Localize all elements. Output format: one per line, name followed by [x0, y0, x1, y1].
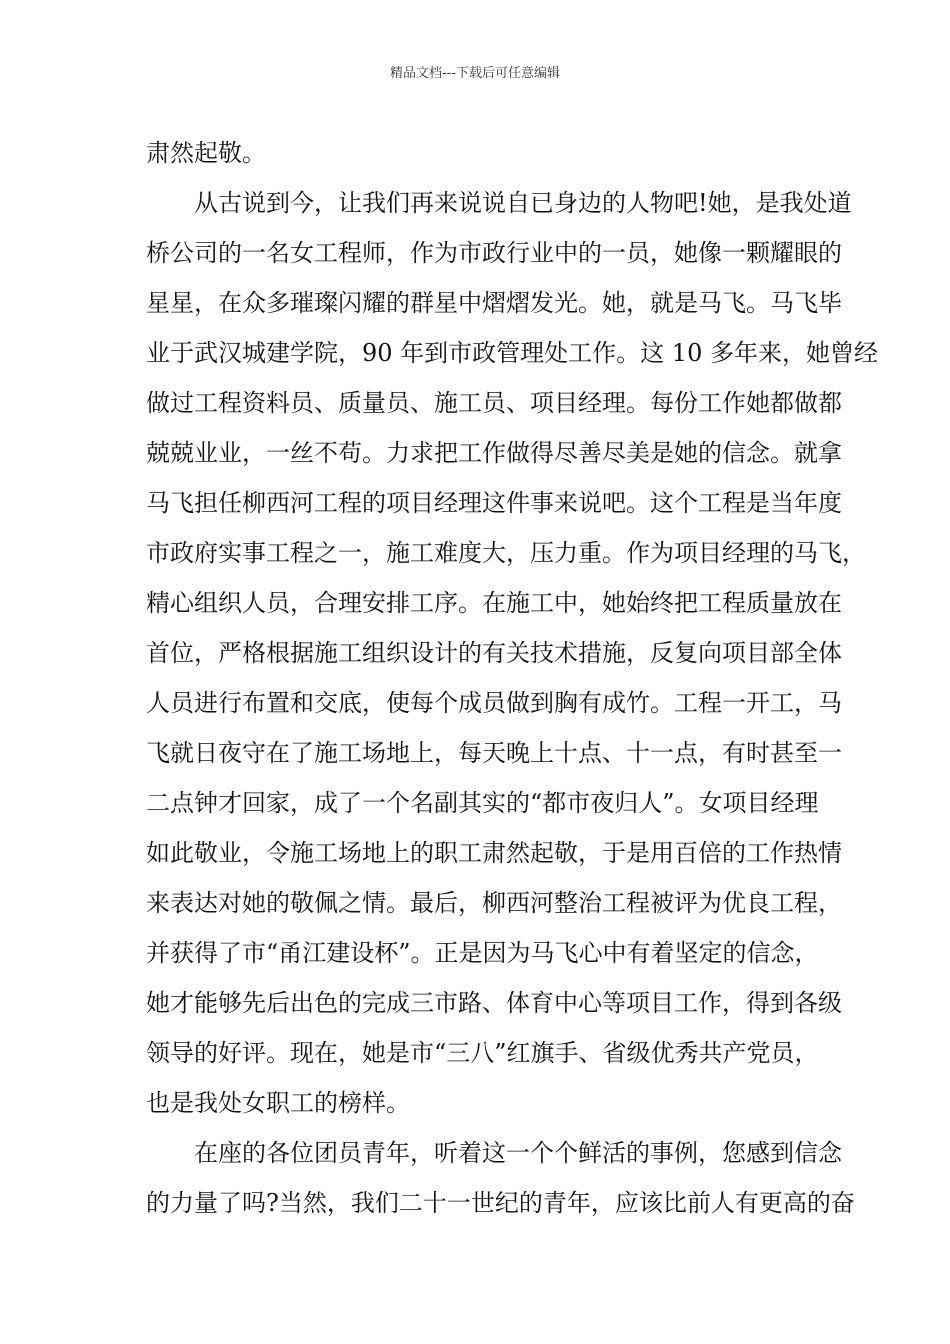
paragraph-start-line: 在座的各位团员青年，听着这一个个鲜活的事例，您感到信念: [194, 1139, 842, 1167]
text-line: 并获得了市“甬江建设杯”。正是因为马飞心中有着坚定的信念，: [146, 939, 819, 967]
text-line: 做过工程资料员、质量员、施工员、项目经理。每份工作她都做都: [146, 389, 842, 417]
text-line: 桥公司的一名女工程师，作为市政行业中的一员，她像一颗耀眼的: [146, 239, 842, 267]
text-line: 马飞担任柳西河工程的项目经理这件事来说吧。这个工程是当年度: [146, 489, 842, 517]
text-line: 的力量了吗?当然，我们二十一世纪的青年，应该比前人有更高的奋: [146, 1189, 855, 1217]
text-line: 来表达对她的敬佩之情。最后，柳西河整治工程被评为优良工程，: [146, 889, 842, 917]
text-line: 飞就日夜守在了施工场地上，每天晚上十点、十一点，有时甚至一: [146, 739, 842, 767]
text-line: 精心组织人员，合理安排工序。在施工中，她始终把工程质量放在: [146, 589, 842, 617]
text-line: 她才能够先后出色的完成三市路、体育中心等项目工作，得到各级: [146, 989, 842, 1017]
text-line: 兢兢业业，一丝不苟。力求把工作做得尽善尽美是她的信念。就拿: [146, 439, 842, 467]
text-line: 首位，严格根据施工组织设计的有关技术措施，反复向项目部全体: [146, 639, 842, 667]
text-line: 业于武汉城建学院，90 年到市政管理处工作。这 10 多年来，她曾经: [146, 339, 878, 367]
page-header: 精品文档---下载后可任意编辑: [389, 66, 561, 81]
text-line: 人员进行布置和交底，使每个成员做到胸有成竹。工程一开工，马: [146, 689, 842, 717]
text-line: 也是我处女职工的榜样。: [146, 1089, 410, 1117]
text-line: 领导的好评。现在，她是市“三八”红旗手、省级优秀共产党员，: [146, 1039, 819, 1067]
document-body: [146, 128, 878, 1228]
text-line: 如此敬业，令施工场地上的职工肃然起敬，于是用百倍的工作热情: [146, 839, 842, 867]
text-line: 肃然起敬。: [146, 139, 266, 167]
paragraph-start-line: 从古说到今，让我们再来说说自已身边的人物吧!她，是我处道: [194, 189, 852, 217]
text-line: 市政府实事工程之一，施工难度大，压力重。作为项目经理的马飞，: [146, 539, 866, 567]
text-line: 二点钟才回家，成了一个名副其实的“都市夜归人”。女项目经理: [146, 789, 819, 817]
text-line: 星星，在众多璀璨闪耀的群星中熠熠发光。她，就是马飞。马飞毕: [146, 289, 842, 317]
